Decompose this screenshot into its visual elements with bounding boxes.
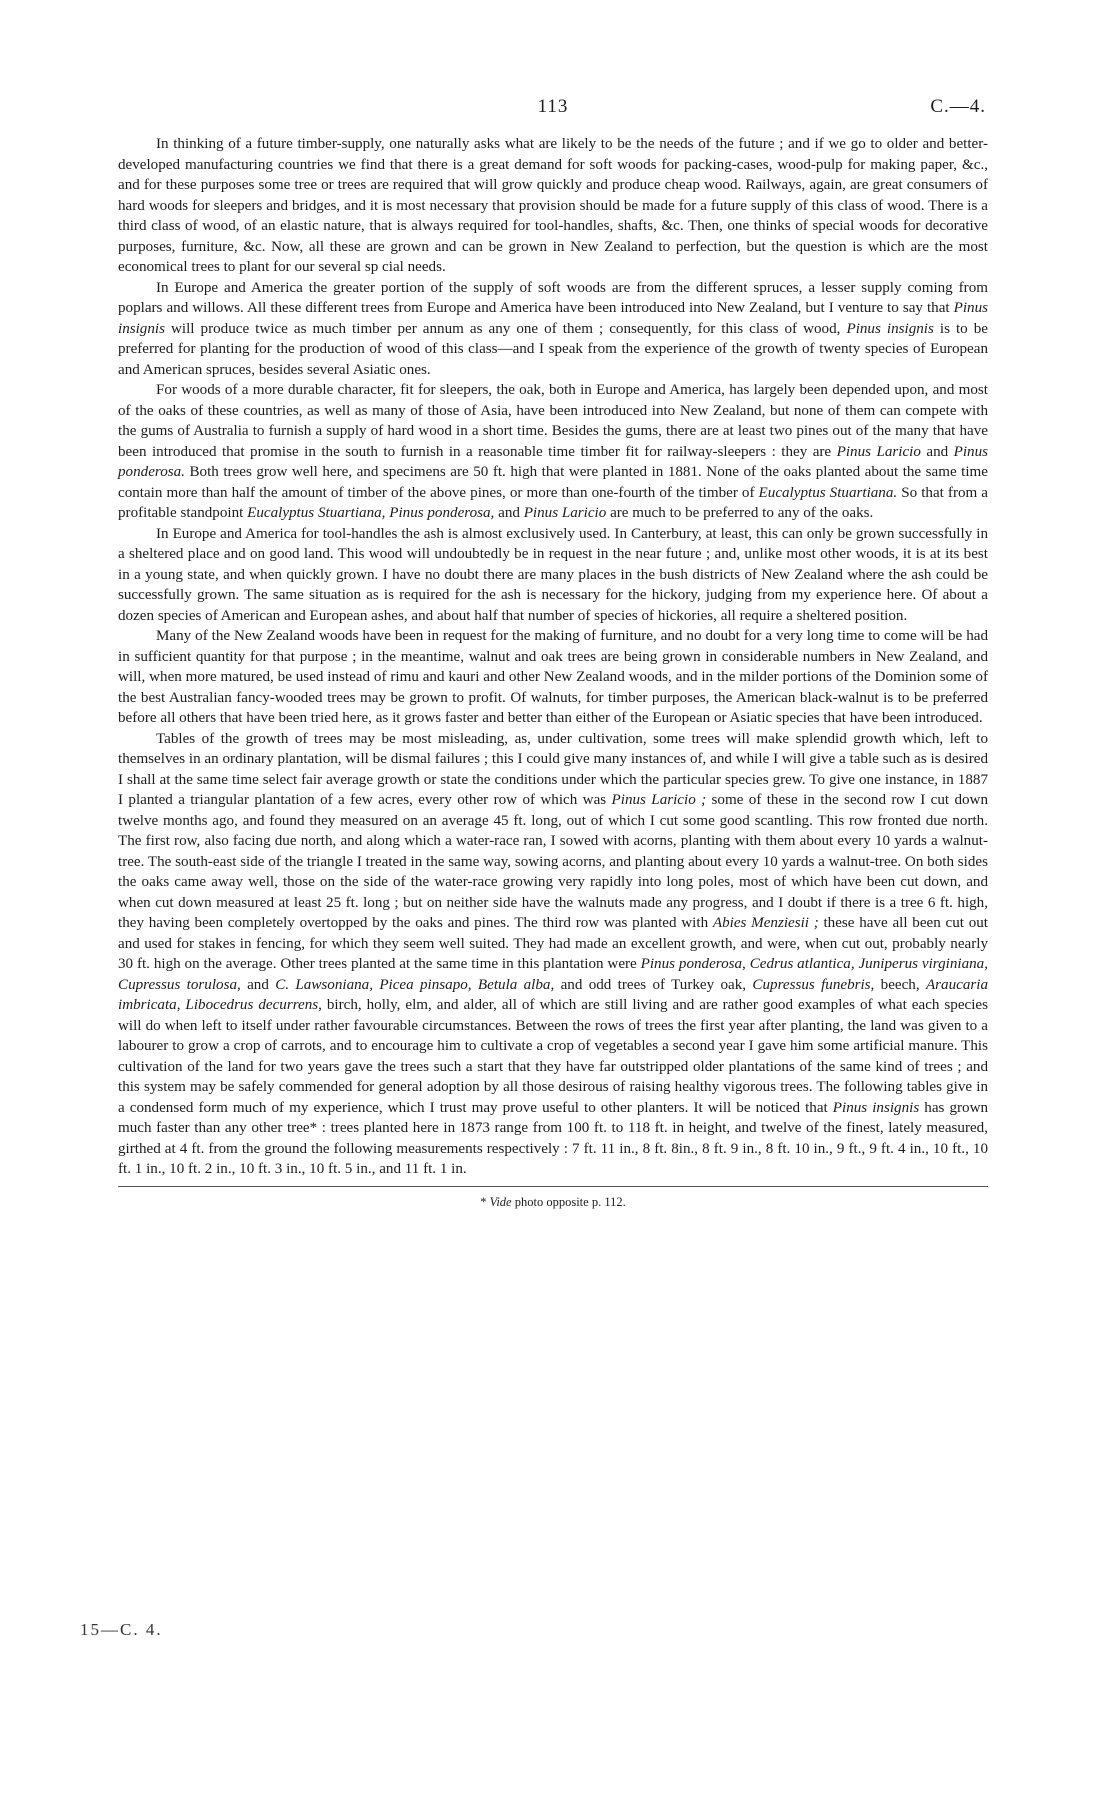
text-run: some of these in the second row I cut down twelve months ago, and found they measured on an average 45 ft. long, out of which I cut some good scantling. This row fronted due north. The first row, also facing due north, and along which a water-race ran, I sowed with acorns, planting with them about every 10 yards a walnut-tree. The south-east side of the triangle I treated in the same way, sowing acorns, and planting about every 10 yards a walnut-tree. On both sides the oaks came away well, those on the side of the water-race growing very rapidly into long poles, most of which have been cut down, and when cut down measured at least 25 ft. long ; but on neither side have the walnuts made any progress, and I doubt if there is a tree 6 ft. high, they having been completely overtopped by the oaks and pines. The third row was planted with: [118, 792, 988, 931]
document-page: [118, 92, 988, 1792]
italic-run: C. Lawsoniana, Picea pinsapo, Betula alba,: [275, 976, 555, 993]
text-run: For woods of a more durable character, fit for sleepers, the oak, both in Europe and America, has largely been depended upon, and most of the oaks of these countries, as well as many of those of Asia, have been introduced into New Zealand, but none of them can compete with the gums of Australia to furnish a supply of hard wood in a short time. Besides the gums, there are at least two pines out of the many that have been introduced that promise in the south to furnish in a reasonable time timber fit for railway-sleepers : they are: [118, 382, 988, 460]
paragraph: [118, 278, 988, 381]
footnote: [118, 1195, 988, 1210]
footnote-mark: *: [480, 1194, 490, 1209]
italic-run: Pinus ponderosa, Cedrus atlantica, Juniperus virginiana, Cupressus torulosa,: [118, 956, 988, 993]
text-run: has grown much faster than any other tree* : trees planted here in 1873 range from 100 ft. to 118 ft. in height, and twelve of the finest, lately measured, girthed at 4 ft. from the ground the following measurements respectively : 7 ft. 11 in., 8 ft. 8in., 8 ft. 9 in., 8 ft. 10 in., 9 ft., 9 ft. 4 in., 10 ft., 10 ft. 1 in., 10 ft. 2 in., 10 ft. 3 in., 10 ft. 5 in., and 11 ft. 1 in.: [118, 1099, 989, 1177]
italic-run: Pinus ponderosa.: [118, 443, 989, 480]
text-run: birch, holly, elm, and alder, all of which are still living and are rather good examples of what each species will do when left to itself under rather favourable circumstances. Between the rows of trees the first year after planting, the land was given to a labourer to grow a crop of carrots, and to encourage him to cultivate a crop of vegetables a second year I gave him some artificial manure. This cultivation of the land for two years gave the trees such a start that they have far outstripped older plantations of the same kind of trees ; and this system may be safely commended for general adoption by all those desirous of raising healthy vigorous trees. The following tables give in a condensed form much of my experience, which I trust may prove useful to other planters. It will be noticed that: [118, 997, 988, 1116]
italic-run: Abies Menziesii ;: [712, 915, 819, 931]
italic-run: Pinus insignis: [846, 320, 934, 337]
text-run: is to be preferred for planting for the production of wood of this class—and I speak from the experience of the growth of twenty species of European and American spruces, besides several Asiatic ones.: [118, 320, 989, 378]
italic-run: Eucalyptus Stuartiana, Pinus ponderosa,: [247, 505, 495, 521]
text-run: beech,: [874, 976, 926, 993]
text-run: Many of the New Zealand woods have been in request for the making of furniture, and no doubt for a very long time to come will be had in sufficient quantity for that purpose ; in the meantime, walnut and oak trees are being grown in considerable numbers in New Zealand, and will, when more matured, be used instead of rimu and kauri and other New Zealand woods, and in the milder portions of the Dominion some of the best Australian fancy-wooded trees may be grown to profit. Of walnuts, for timber purposes, the American black-walnut is to be preferred before all others that have been tried here, as it grows faster and better than either of the European or Asiatic species that have been introduced.: [118, 628, 988, 726]
italic-run: Pinus insignis: [118, 300, 988, 337]
paragraph: [118, 134, 988, 278]
paragraph: [118, 626, 988, 729]
text-run: will produce twice as much timber per annum as any one of them ; consequently, for this class of wood,: [164, 320, 847, 337]
italic-run: Pinus insignis: [832, 1099, 920, 1116]
text-run: In thinking of a future timber-supply, one naturally asks what are likely to be the needs of the future ; and if we go to older and better-developed manufacturing countries we find that there is a great demand for soft woods for packing-cases, wood-pulp for making paper, &c., and for these purposes some tree or trees are required that will grow quickly and produce cheap wood. Railways, again, are great consumers of hard woods for sleepers and bridges, and it is most necessary that provision should be made for a future supply of this class of wood. There is a third class of wood, of an elastic nature, that is always required for tool-handles, shafts, &c. Then, one thinks of special woods for decorative purposes, furniture, &c. Now, all these are grown and can be grown in New Zealand to perfection, but the question is which are the most economical trees to plant for our several sp cial needs.: [118, 136, 988, 275]
text-run: In Europe and America the greater portion of the supply of soft woods are from the different spruces, a lesser supply coming from poplars and willows. All these different trees from Europe and America have been introduced into New Zealand, but I venture to say that: [118, 279, 988, 316]
text-run: In Europe and America for tool-handles the ash is almost exclusively used. In Canterbury, at least, this can only be grown successfully in a sheltered place and on good land. This wood will undoubtedly be in request in the near future ; and, unlike most other woods, it is at its best in a young state, and when quickly grown. I have no doubt there are many places in the bush districts of New Zealand where the ash could be successfully grown. The same situation as is required for the ash is necessary for the hickory, judging from my experience here. Of about a dozen species of American and European ashes, and about half that number of species of hickories, all require a sheltered position.: [118, 525, 988, 624]
italic-run: Cupressus funebris,: [752, 976, 875, 993]
text-run: and: [920, 443, 954, 460]
paragraph: [118, 380, 988, 524]
text-run: are much to be preferred to any of the oaks.: [606, 505, 874, 521]
italic-run: Eucalyptus Stuartiana.: [758, 484, 898, 501]
document-reference: C.—4.: [930, 96, 986, 117]
page-number: 113: [537, 96, 569, 117]
text-run: Both trees grow well here, and specimens are 50 ft. high that were planted in 1881. None of the oaks planted about the same time contain more than half the amount of timber of the above pines, or more than one-fourth of the timber of: [118, 464, 988, 501]
paragraph: [118, 524, 988, 627]
footnote-italic: Vide: [489, 1194, 512, 1209]
text-run: So that from a profitable standpoint: [118, 484, 989, 521]
italic-run: Pinus Laricio: [836, 443, 921, 460]
text-run: and: [240, 976, 276, 993]
text-run: and: [494, 505, 524, 521]
italic-run: Pinus Laricio: [523, 505, 607, 521]
footnote-rule: [118, 1186, 988, 1187]
text-run: Tables of the growth of trees may be most misleading, as, under cultivation, some trees will make splendid growth which, left to themselves in an ordinary plantation, will be dismal failures ; this I could give many instances of, and while I will give a table such as is desired I shall at the same time select fair average growth or state the conditions under which the particular species grew. To give one instance, in 1887 I planted a triangular plantation of a few acres, every other row of which was: [118, 730, 988, 808]
text-run: these have all been cut out and used for stakes in fencing, for which they seem well suited. They had made an excellent growth, and were, when cut out, probably nearly 30 ft. high on the average. Other trees planted at the same time in this plantation were: [118, 915, 988, 972]
italic-run: Pinus Laricio ;: [611, 792, 707, 808]
text-run: and odd trees of Turkey oak,: [554, 976, 753, 993]
footnote-text: photo opposite p. 112.: [511, 1194, 626, 1209]
signature-mark: 15—C. 4.: [80, 1620, 163, 1639]
italic-run: Araucaria imbricata, Libocedrus decurrens,: [118, 976, 989, 1013]
page-header: [118, 92, 988, 126]
body-text: [118, 134, 988, 1180]
paragraph: [118, 729, 988, 1180]
